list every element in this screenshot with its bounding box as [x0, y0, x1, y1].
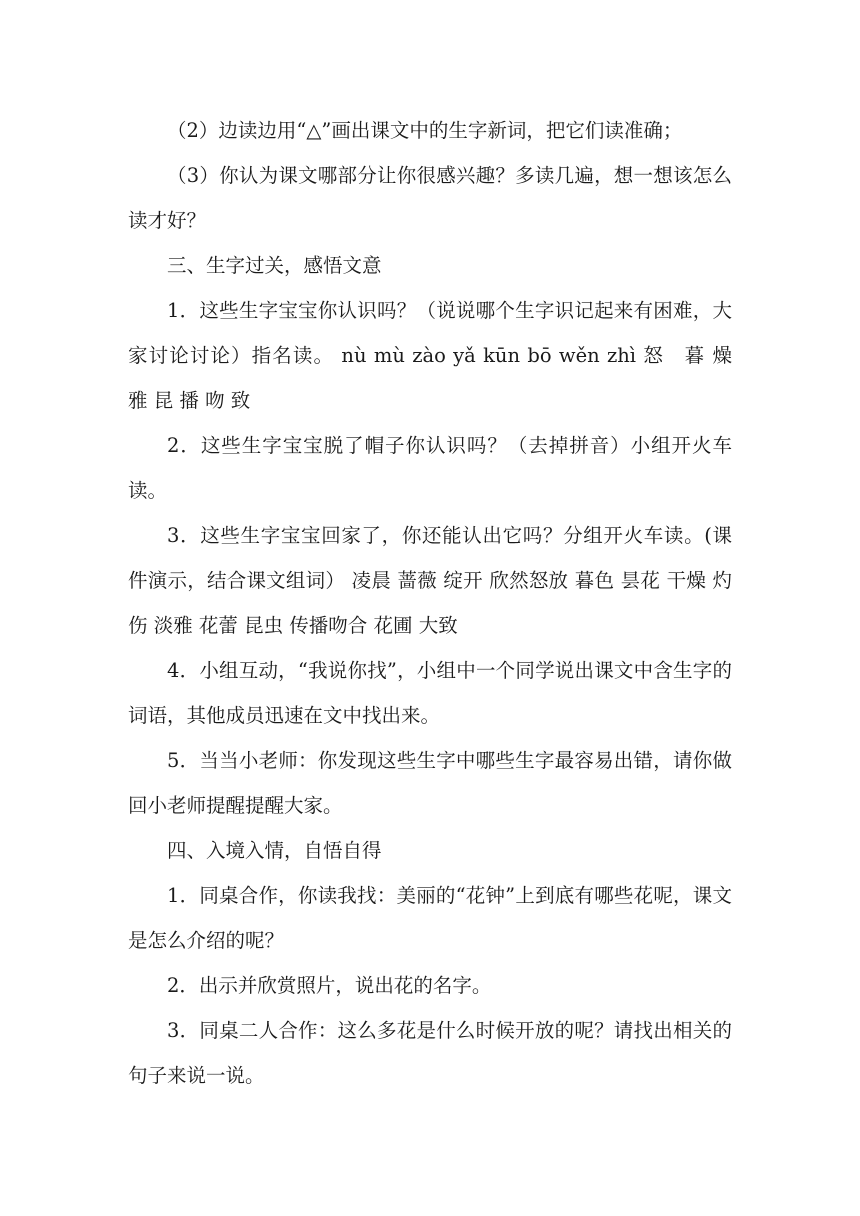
section-heading-3: 三、生字过关，感悟文意	[167, 254, 382, 277]
paragraph-item-3: 3．这些生字宝宝回家了，你还能认出它吗？分组开火车读。(课件演示，结合课文组词） 凌晨 蔷薇 绽开 欣然怒放 暮色 昙花 干燥 灼伤 淡雅 花蕾 昆虫 传播吻合 花圃 大致	[128, 524, 732, 637]
paragraph-item-5: 5．当当小老师：你发现这些生字中哪些生字最容易出错，请你做回小老师提醒提醒大家。	[128, 749, 732, 817]
paragraph-step-2: （2）边读边用“△”画出课文中的生字新词，把它们读准确；	[167, 119, 683, 142]
paragraph-item-2: 2．这些生字宝宝脱了帽子你认识吗？（去掉拼音）小组开火车读。	[128, 434, 732, 502]
paragraph-item-4: 4．小组互动，“我说你找”，小组中一个同学说出课文中含生字的词语，其他成员迅速在文中找出来。	[128, 659, 732, 727]
section-heading-4: 四、入境入情，自悟自得	[167, 839, 382, 862]
paragraph-item-6: 1．同桌合作，你读我找：美丽的“花钟”上到底有哪些花呢，课文是怎么介绍的呢？	[128, 884, 732, 952]
paragraph-item-7: 2．出示并欣赏照片，说出花的名字。	[167, 974, 492, 997]
paragraph-step-3: （3）你认为课文哪部分让你很感兴趣？多读几遍，想一想该怎么读才好？	[128, 164, 732, 232]
paragraph-item-1: 1．这些生字宝宝你认识吗？（说说哪个生字识记起来有困难，大家讨论讨论）指名读。 nù mù zào yǎ kūn bō wěn zhì 怒 暮 燥 雅 昆 播 吻 致	[128, 299, 732, 412]
document-body	[128, 108, 732, 1098]
paragraph-item-8: 3．同桌二人合作：这么多花是什么时候开放的呢？请找出相关的句子来说一说。	[128, 1019, 732, 1087]
